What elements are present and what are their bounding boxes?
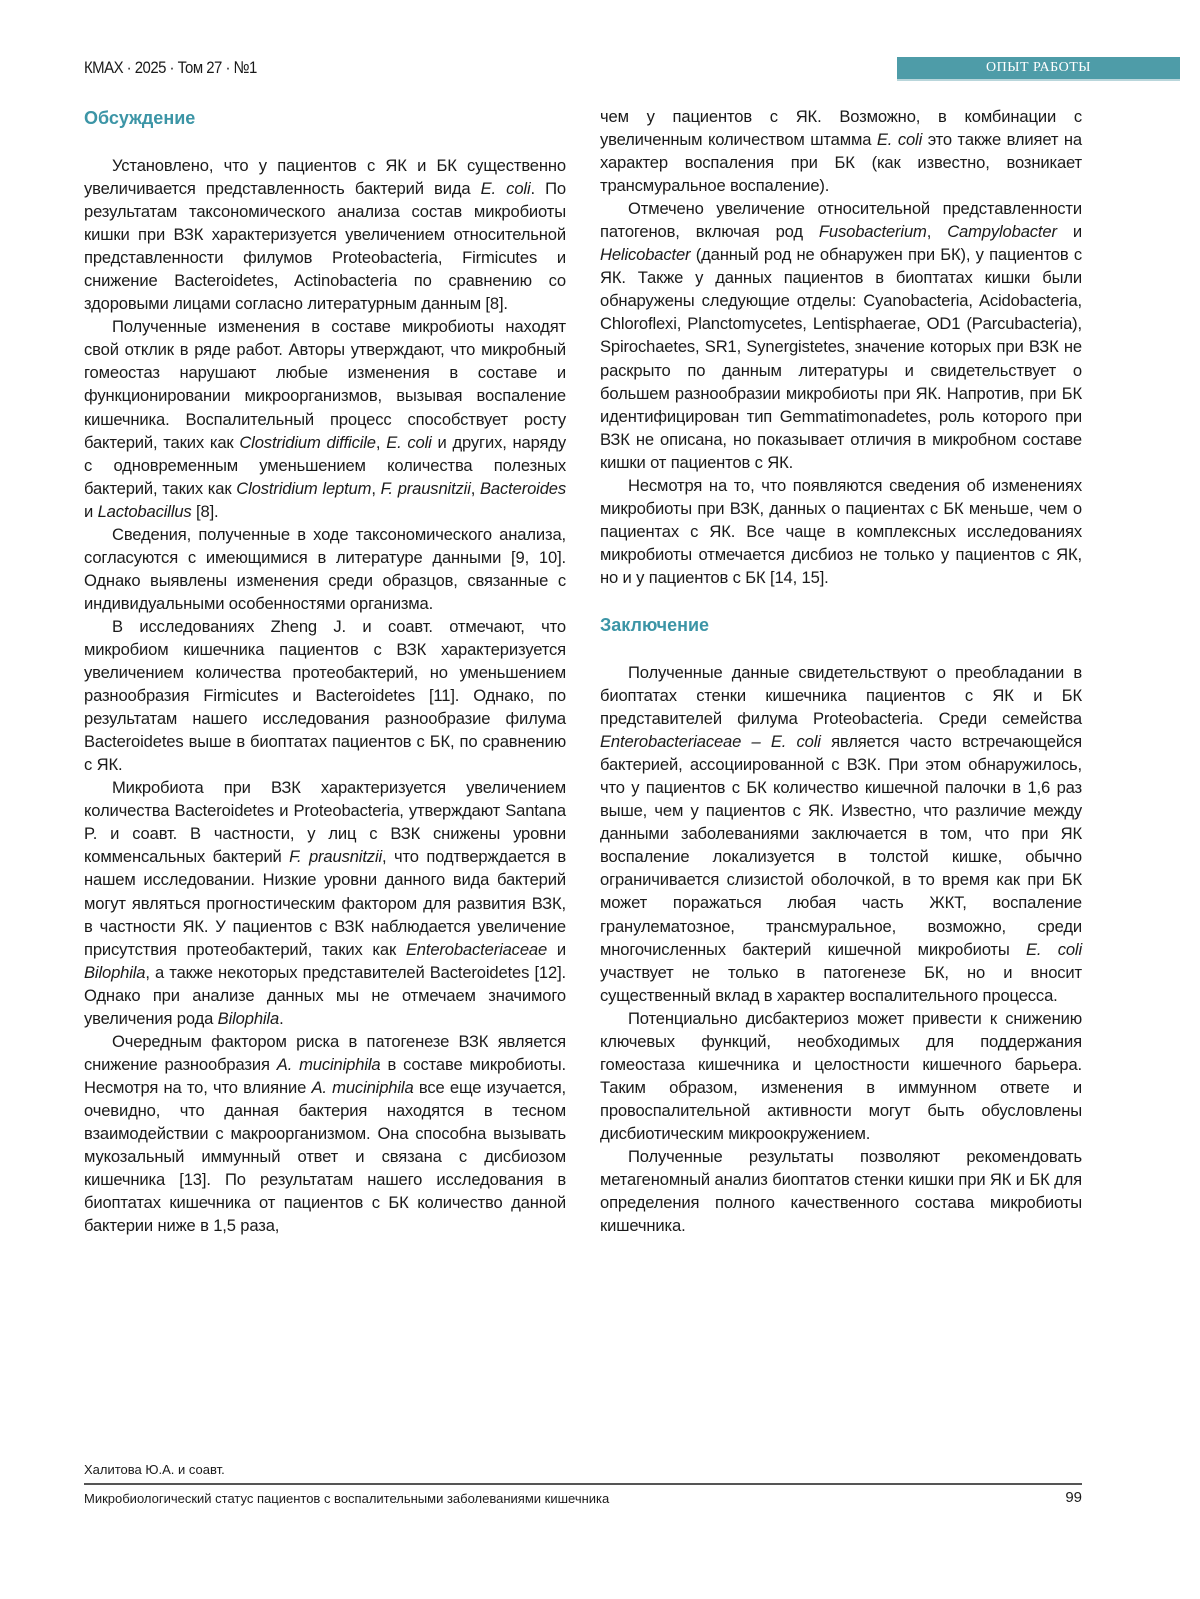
italic-term: Helicobacter [600,245,690,264]
italic-term: Enterobacteriaceae – E. coli [600,732,821,751]
italic-term: E. coli [386,433,432,452]
footer-divider [84,1483,1082,1485]
text-run: в составе микробиоты. Несмотря на то, что влияние [84,1055,566,1097]
text-run: В исследованиях Zheng J. и соавт. отмечают, что микробиом кишечника пациентов с ВЗК характеризуется увеличением количества протеобактерий, но уменьшением разнообразия Firmicutes и Bacteroidetes [11]. Однако, по результатам нашего исследования разнообразие филума Bacteroidetes выше в биоптатах пациентов с БК, по сравнению с ЯК. [84,617,566,774]
paragraph [84,315,566,522]
paragraph [84,776,566,1030]
italic-term: F. prausnitzii [381,479,471,498]
text-run: . [279,1009,283,1028]
text-run: Полученные данные свидетельствуют о преобладании в биоптатах стенки кишечника пациентов с ЯК и БК представителей филума Proteobacteria. Среди семейства [600,663,1082,728]
text-run: все еще изучается, очевидно, что данная бактерия находятся в тесном взаимодействии с макроорганизмом. Она способна вызывать мукозальный иммунный ответ и связана с дисбиозом кишечника [13]. По результатам нашего исследования в биоптатах кишечника от пациентов с БК количество данной бактерии ниже в 1,5 раза, [84,1078,566,1235]
italic-term: Clostridium difficile [239,433,376,452]
text-run: Полученные изменения в составе микробиоты находят свой отклик в ряде работ. Авторы утверждают, что микробный гомеостаз нарушают любые изменения в составе и функционировании микроорганизмов, вызывая воспаление кишечника. Воспалительный процесс способствует росту бактерий, таких как [84,317,566,451]
section-badge: ОПЫТ РАБОТЫ [897,57,1180,81]
text-run: , [927,222,947,241]
paragraph-continued [600,105,1082,197]
text-run: и [547,940,566,959]
italic-term: A. muciniphila [277,1055,381,1074]
italic-term: A. muciniphila [311,1078,413,1097]
text-run: [8]. [192,502,219,521]
paragraph [84,615,566,776]
paragraph [600,474,1082,589]
italic-term: Enterobacteriaceae [406,940,547,959]
text-run: (данный род не обнаружен при БК), у пациентов с ЯК. Также у данных пациентов в биоптатах кишки были обнаружены следующие отделы: Cyanobacteria, Acidobacteria, Chloroflexi, Planctomycetes, Lentisphaerae, OD1 (Parcubacteria), Spirochaetes, SR1, Synergistetes, значение которых при ВЗК не раскрыто по данным литературы и свидетельствует о большем разнообразии микробиоты при ЯК. Напротив, при БК идентифицирован тип Gemmatimonadetes, роль которого при ВЗК не описана, но показывает отличия в микробном составе кишки от пациентов с ЯК. [600,245,1082,471]
section-heading-discussion: Обсуждение [84,105,566,131]
text-run: и [1057,222,1082,241]
italic-term: F. prausnitzii [289,847,382,866]
text-run: , [371,479,380,498]
section-heading-conclusion: Заключение [600,612,1082,638]
italic-term: Bacteroides [480,479,566,498]
text-run: . По результатам таксономического анализа состав микробиоты кишки при ВЗК характеризуется увеличением относительной представленности филумов Proteobacteria, Firmicutes и снижение Bacteroidetes, Actinobacteria по сравнению со здоровыми лицами согласно литературным данным [8]. [84,179,566,313]
text-run: чем у пациентов с ЯК. Возможно, в комбинации с увеличенным количеством штамма [600,107,1082,149]
italic-term: Fusobacterium [819,222,927,241]
footer-article-title: Микробиологический статус пациентов с воспалительными заболеваниями кишечника [84,1491,609,1506]
paragraph [600,661,1082,1007]
text-run: и [84,502,98,521]
text-run: , [376,433,386,452]
italic-term: E. coli [877,130,922,149]
paragraph [600,1007,1082,1145]
footer-authors: Халитова Ю.А. и соавт. [84,1462,225,1477]
text-run: это также влияет на характер воспаления при БК (как известно, возникает трансмуральное воспаление). [600,130,1082,195]
paragraph [84,1030,566,1237]
text-run: участвует не только в патогенезе БК, но и вносит существенный вклад в характер воспалительного процесса. [600,963,1082,1005]
text-run: Отмечено увеличение относительной представленности патогенов, включая род [600,199,1082,241]
italic-term: Bilophila [84,963,145,982]
journal-header: КМАХ · 2025 · Том 27 · №1 [84,58,257,78]
text-run: Несмотря на то, что появляются сведения об изменениях микробиоты при ВЗК, данных о пациентах с БК меньше, чем о пациентах с ЯК. Все чаще в комплексных исследованиях микробиоты отмечается дисбиоз не только у пациентов с ЯК, но и у пациентов с БК [14, 15]. [600,476,1082,587]
text-run: , а также некоторых представителей Bacteroidetes [12]. Однако при анализе данных мы не отмечаем значимого увеличения рода [84,963,566,1028]
paragraph [84,154,566,315]
right-column [600,105,1082,1237]
text-run: Установлено, что у пациентов с ЯК и БК существенно увеличивается представленность бактерий вида [84,156,566,198]
italic-term: Lactobacillus [98,502,192,521]
page-number: 99 [1060,1489,1082,1506]
paragraph [600,197,1082,474]
italic-term: E. coli [1026,940,1082,959]
text-run: Очередным фактором риска в патогенезе ВЗК является снижение разнообразия [84,1032,566,1074]
text-run: , [471,479,480,498]
paragraph [84,523,566,615]
paragraph [600,1145,1082,1237]
text-run: Полученные результаты позволяют рекомендовать метагеномный анализ биоптатов стенки кишки при ЯК и БК для определения полного качественного состава микробиоты кишечника. [600,1147,1082,1235]
text-run: , что подтверждается в нашем исследовании. Низкие уровни данного вида бактерий могут являться прогностическим фактором для развития ВЗК, в частности ЯК. У пациентов с ВЗК наблюдается увеличение присутствия протеобактерий, таких как [84,847,566,958]
italic-term: E. coli [481,179,531,198]
italic-term: Clostridium leptum [236,479,371,498]
text-run: Потенциально дисбактериоз может привести к снижению ключевых функций, необходимых для поддержания гомеостаза кишечника и целостности кишечного барьера. Таким образом, изменения в иммунном ответе и провоспалительной активности могут быть обусловлены дисбиотическим микроокружением. [600,1009,1082,1143]
italic-term: Campylobacter [947,222,1057,241]
left-column [84,105,566,1237]
text-run: является часто встречающейся бактерией, ассоциированной с ВЗК. При этом обнаружилось, что у пациентов с БК количество кишечной палочки в 1,6 раз выше, чем у пациентов с ЯК. Известно, что различие между данными заболеваниями заключается в том, что при ЯК воспаление локализуется в толстой кишке, обычно ограничивается слизистой оболочкой, в то время как при БК может поражаться любая часть ЖКТ, воспаление гранулематозное, трансмуральное, возможно, среди многочисленных бактерий кишечной микробиоты [600,732,1082,958]
italic-term: Bilophila [218,1009,279,1028]
text-run: Микробиота при ВЗК характеризуется увеличением количества Bacteroidetes и Proteobacteria, утверждают Santana P. и соавт. В частности, у лиц с ВЗК снижены уровни комменсальных бактерий [84,778,566,866]
text-run: и других, наряду с одновременным уменьшением количества полезных бактерий, таких как [84,433,566,498]
text-run: Сведения, полученные в ходе таксономического анализа, согласуются с имеющимися в литературе данными [9, 10]. Однако выявлены изменения среди образцов, связанные с индивидуальными особенностями организма. [84,525,566,613]
